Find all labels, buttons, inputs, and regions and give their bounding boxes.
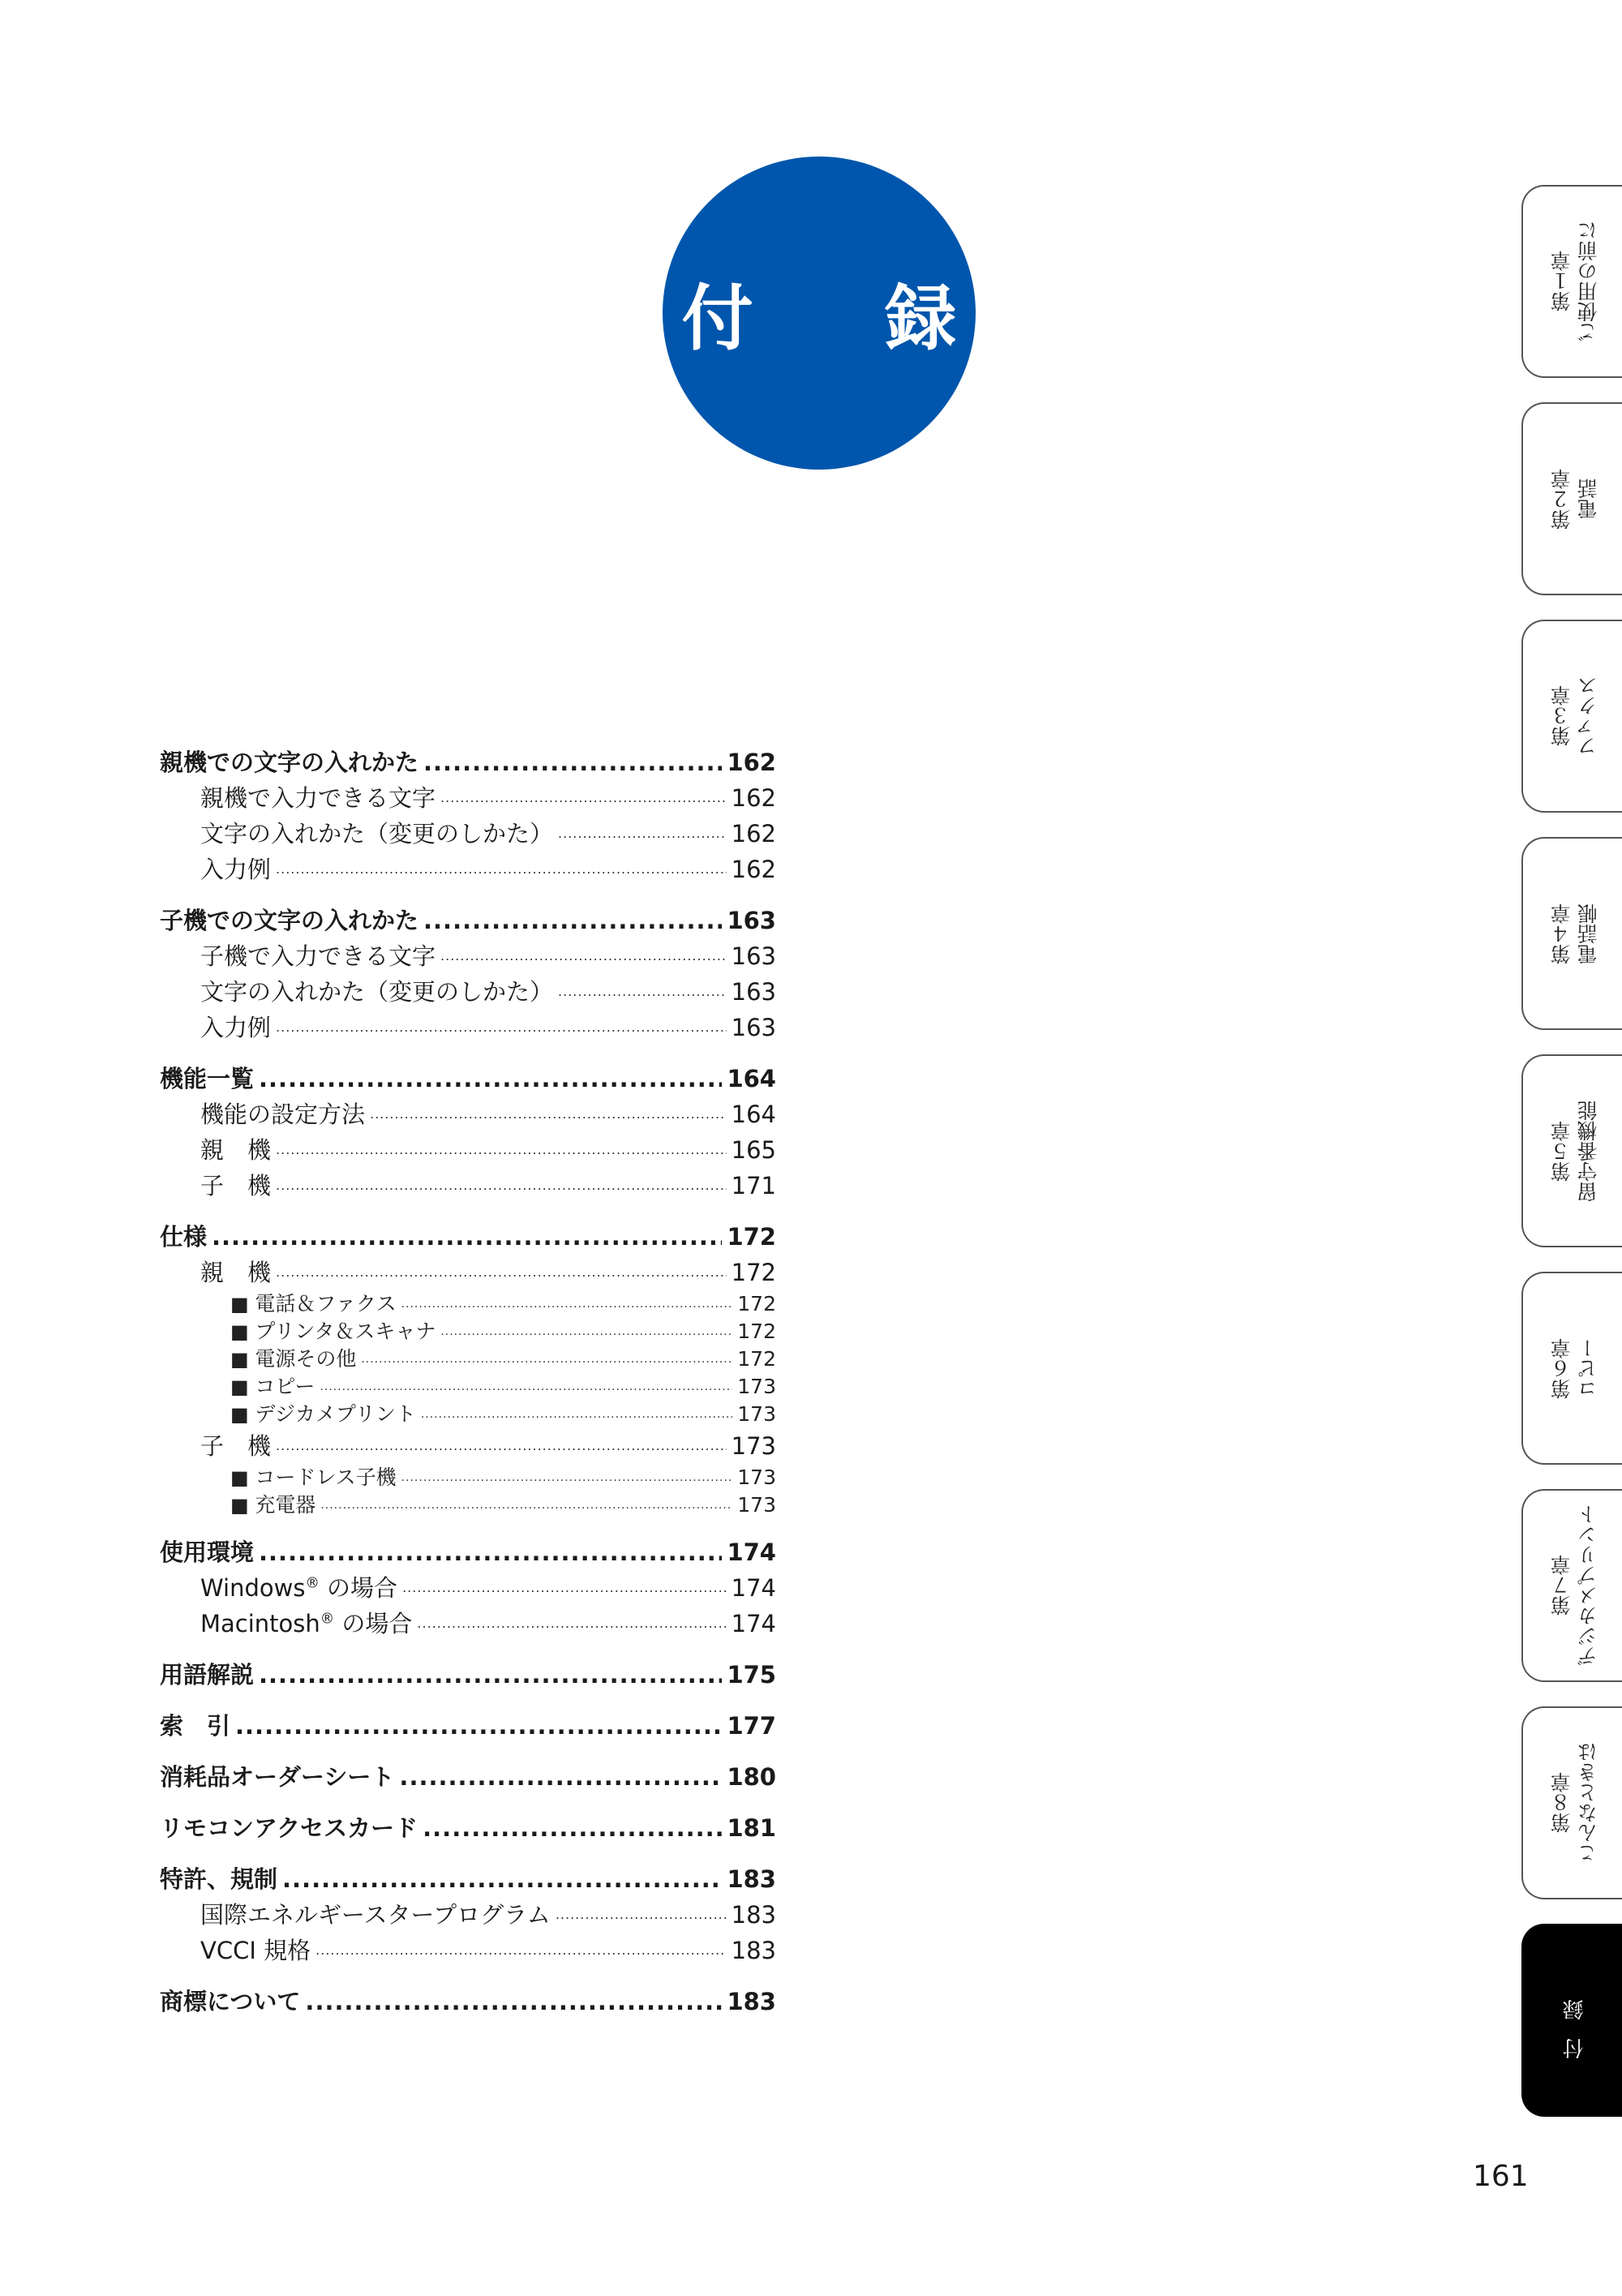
- dot-leader: [423, 1810, 722, 1846]
- toc-title: 機能一覧: [160, 1065, 255, 1092]
- dot-leader: [276, 852, 727, 887]
- table-of-contents: [160, 745, 776, 2019]
- toc-title: ■ コードレス子機: [230, 1464, 397, 1491]
- chapter-tab-label: 第６章 コピー: [1550, 1337, 1600, 1399]
- dot-leader: [282, 1861, 722, 1897]
- chapter-tab-label: 第３章 ファクス: [1550, 676, 1600, 757]
- dot-leader: [259, 1061, 722, 1097]
- chapter-tab-8[interactable]: [1521, 1706, 1622, 1899]
- dot-leader: [315, 1933, 727, 1968]
- toc-page-number: 173: [737, 1402, 776, 1426]
- chapter-tab-label: 第２章 電話: [1550, 468, 1600, 530]
- toc-title: 親機での文字の入れかた: [160, 749, 419, 776]
- toc-item[interactable]: [160, 1606, 776, 1642]
- dot-leader: [370, 1097, 727, 1132]
- toc-title: Windows® の場合: [200, 1574, 398, 1602]
- toc-page-number: 163: [727, 907, 776, 934]
- dot-leader: [417, 1606, 726, 1642]
- toc-title: 子機での文字の入れかた: [160, 907, 419, 934]
- toc-page-number: 163: [731, 942, 776, 970]
- dot-leader: [212, 1219, 722, 1255]
- chapter-tab-label: 付録: [1562, 1981, 1587, 2059]
- dot-leader: [276, 1010, 727, 1045]
- toc-title: 親 機: [200, 1259, 272, 1286]
- toc-item[interactable]: [160, 852, 776, 887]
- toc-title: 商標について: [160, 1988, 301, 2015]
- toc-title: リモコンアクセスカード: [160, 1814, 418, 1842]
- toc-item[interactable]: [160, 1255, 776, 1290]
- chapter-tab-3[interactable]: [1521, 620, 1622, 813]
- toc-title: ■ コピー: [230, 1373, 315, 1401]
- toc-item[interactable]: [160, 1933, 776, 1968]
- chapter-title: 付 録: [681, 277, 1011, 360]
- toc-title: 入力例: [200, 1014, 272, 1041]
- toc-page-number: 183: [731, 1901, 776, 1929]
- toc-page-number: 162: [731, 784, 776, 812]
- toc-page-number: 174: [731, 1574, 776, 1602]
- dot-leader: [558, 816, 727, 852]
- toc-title: 仕様: [160, 1223, 208, 1251]
- toc-section[interactable]: [160, 1861, 776, 1897]
- toc-title: 国際エネルギースタープログラム: [200, 1901, 551, 1929]
- toc-page-number: 172: [737, 1320, 776, 1343]
- toc-title: VCCI 規格: [200, 1937, 311, 1964]
- toc-item[interactable]: [160, 1570, 776, 1606]
- toc-page-number: 162: [731, 856, 776, 883]
- toc-section[interactable]: [160, 1657, 776, 1693]
- toc-title: 使用環境: [160, 1539, 255, 1566]
- toc-section[interactable]: [160, 1810, 776, 1846]
- toc-title: ■ 充電器: [230, 1491, 315, 1519]
- toc-page-number: 177: [727, 1712, 776, 1740]
- toc-page-number: 181: [727, 1814, 776, 1842]
- dot-leader: [276, 1168, 727, 1204]
- dot-leader: [401, 1464, 733, 1491]
- dot-leader: [259, 1534, 722, 1570]
- chapter-tab-4[interactable]: [1521, 837, 1622, 1030]
- toc-title: ■ 電話＆ファクス: [230, 1290, 397, 1318]
- toc-title: 親機で入力できる文字: [200, 784, 436, 812]
- chapter-tab-5[interactable]: [1521, 1054, 1622, 1247]
- toc-section[interactable]: [160, 1708, 776, 1744]
- toc-page-number: 172: [727, 1223, 776, 1251]
- toc-page-number: 163: [731, 978, 776, 1006]
- toc-title: Macintosh® の場合: [200, 1610, 413, 1637]
- toc-section[interactable]: [160, 903, 776, 938]
- chapter-title-circle: [663, 157, 1011, 470]
- toc-title: 子 機: [200, 1172, 272, 1199]
- toc-subitem[interactable]: [160, 1401, 776, 1428]
- toc-section[interactable]: [160, 1534, 776, 1570]
- toc-subitem[interactable]: [160, 1373, 776, 1401]
- dot-leader: [423, 745, 722, 780]
- toc-item[interactable]: [160, 816, 776, 852]
- page-number: 161: [1473, 2160, 1529, 2193]
- toc-title: 索 引: [160, 1712, 231, 1740]
- chapter-tab-6[interactable]: [1521, 1272, 1622, 1465]
- toc-page-number: 172: [731, 1259, 776, 1286]
- toc-item[interactable]: [160, 1097, 776, 1132]
- dot-leader: [320, 1491, 732, 1519]
- toc-page-number: 174: [727, 1539, 776, 1566]
- toc-page-number: 174: [731, 1610, 776, 1637]
- toc-title: ■ デジカメプリント: [230, 1401, 416, 1428]
- toc-page-number: 180: [727, 1763, 776, 1791]
- toc-page-number: 162: [731, 820, 776, 848]
- dot-leader: [558, 974, 727, 1010]
- chapter-tab-9[interactable]: [1521, 1924, 1622, 2117]
- toc-page-number: 183: [731, 1937, 776, 1964]
- toc-title: ■ 電源その他: [230, 1345, 356, 1373]
- toc-section[interactable]: [160, 1984, 776, 2019]
- toc-page-number: 183: [727, 1865, 776, 1893]
- chapter-tab-label: 第７章 デジカメプリント: [1550, 1504, 1600, 1667]
- dot-leader: [440, 938, 727, 974]
- toc-section[interactable]: [160, 1219, 776, 1255]
- toc-subitem[interactable]: [160, 1318, 776, 1345]
- dot-leader: [399, 1759, 722, 1795]
- toc-section[interactable]: [160, 745, 776, 780]
- chapter-tab-label: 第５章 留守番機能: [1550, 1100, 1600, 1202]
- chapter-tab-1[interactable]: [1521, 185, 1622, 378]
- dot-leader: [402, 1570, 727, 1606]
- toc-title: 親 機: [200, 1136, 272, 1164]
- toc-title: 文字の入れかた（変更のしかた）: [200, 978, 554, 1006]
- toc-page-number: 165: [731, 1136, 776, 1164]
- toc-title: 消耗品オーダーシート: [160, 1763, 395, 1791]
- toc-title: ■ プリンタ＆スキャナ: [230, 1318, 436, 1345]
- toc-title: 用語解説: [160, 1661, 255, 1689]
- toc-item[interactable]: [160, 1132, 776, 1168]
- toc-subitem[interactable]: [160, 1464, 776, 1491]
- toc-title: 子機で入力できる文字: [200, 942, 436, 970]
- toc-item[interactable]: [160, 1428, 776, 1464]
- toc-page-number: 162: [727, 749, 776, 776]
- dot-leader: [276, 1255, 727, 1290]
- toc-page-number: 183: [727, 1988, 776, 2015]
- toc-item[interactable]: [160, 1010, 776, 1045]
- toc-title: 機能の設定方法: [200, 1101, 366, 1128]
- dot-leader: [440, 780, 727, 816]
- toc-title: 特許、規制: [160, 1865, 278, 1893]
- toc-page-number: 173: [737, 1466, 776, 1489]
- toc-page-number: 164: [727, 1065, 776, 1092]
- chapter-tab-7[interactable]: [1521, 1489, 1622, 1682]
- chapter-tab-label: 第１章 ご使用の前に: [1550, 221, 1600, 342]
- toc-item[interactable]: [160, 1897, 776, 1933]
- toc-subitem[interactable]: [160, 1491, 776, 1519]
- toc-page-number: 173: [737, 1493, 776, 1517]
- toc-subitem[interactable]: [160, 1290, 776, 1318]
- toc-item[interactable]: [160, 780, 776, 816]
- chapter-tab-label: 第４章 電話帳: [1550, 903, 1600, 964]
- toc-title: 入力例: [200, 856, 272, 883]
- dot-leader: [259, 1657, 722, 1693]
- toc-section[interactable]: [160, 1759, 776, 1795]
- toc-page-number: 163: [731, 1014, 776, 1041]
- dot-leader: [305, 1984, 722, 2019]
- toc-page-number: 172: [737, 1347, 776, 1371]
- toc-item[interactable]: [160, 1168, 776, 1204]
- chapter-tab-label: 第８章 こんなときは: [1550, 1742, 1600, 1864]
- dot-leader: [556, 1897, 727, 1933]
- toc-title: 文字の入れかた（変更のしかた）: [200, 820, 554, 848]
- dot-leader: [276, 1132, 727, 1168]
- dot-leader: [361, 1345, 732, 1373]
- dot-leader: [423, 903, 722, 938]
- dot-leader: [440, 1318, 732, 1345]
- dot-leader: [421, 1401, 732, 1428]
- toc-page-number: 175: [727, 1661, 776, 1689]
- toc-page-number: 173: [731, 1432, 776, 1460]
- dot-leader: [320, 1373, 732, 1401]
- dot-leader: [235, 1708, 722, 1744]
- toc-item[interactable]: [160, 974, 776, 1010]
- toc-page-number: 173: [737, 1375, 776, 1398]
- dot-leader: [276, 1428, 727, 1464]
- toc-title: 子 機: [200, 1432, 272, 1460]
- chapter-tab-2[interactable]: [1521, 402, 1622, 595]
- toc-page-number: 171: [731, 1172, 776, 1199]
- toc-page-number: 172: [737, 1292, 776, 1315]
- toc-subitem[interactable]: [160, 1345, 776, 1373]
- dot-leader: [401, 1290, 733, 1318]
- toc-page-number: 164: [731, 1101, 776, 1128]
- toc-section[interactable]: [160, 1061, 776, 1097]
- toc-item[interactable]: [160, 938, 776, 974]
